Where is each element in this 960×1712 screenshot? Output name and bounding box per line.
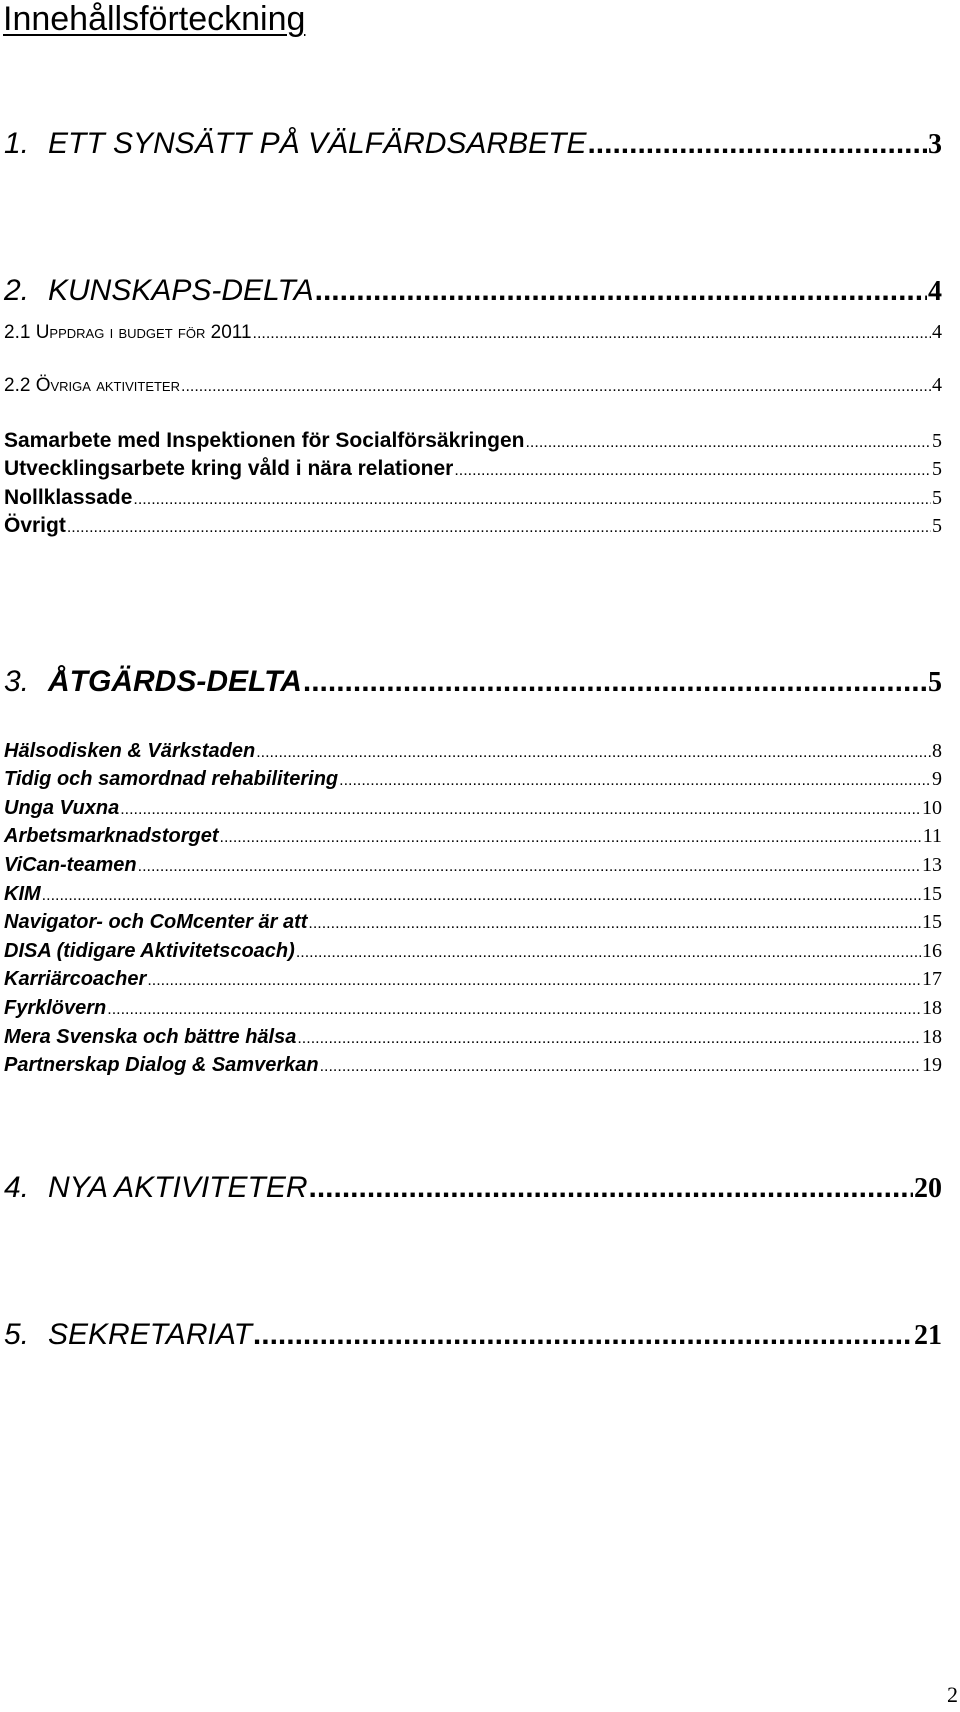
toc-entry-label: Samarbete med Inspektionen för Socialförsäkringen — [4, 429, 525, 452]
toc-entry-utvecklingsarbete[interactable] — [4, 456, 942, 484]
toc-entry-disa[interactable] — [4, 939, 942, 965]
toc-entry-page: 4 — [928, 276, 942, 307]
toc-entry-label: 1. ETT SYNSÄTT PÅ VÄLFÄRDSARBETE — [4, 127, 587, 160]
toc-entry-label: ViCan-teamen — [4, 854, 137, 876]
toc-entry-label: Nollklassade — [4, 486, 133, 509]
toc-entry-page: 18 — [922, 997, 942, 1019]
toc-entry-chapter-5[interactable] — [4, 1317, 942, 1354]
dot-leader — [253, 1317, 913, 1353]
toc-entry-label: 4. NYA AKTIVITETER — [4, 1171, 308, 1204]
toc-entry-chapter-4[interactable] — [4, 1170, 942, 1207]
toc-entry-page: 15 — [922, 883, 942, 905]
toc-entry-page: 8 — [932, 740, 942, 762]
toc-entry-page: 3 — [928, 129, 942, 160]
toc-entry-chapter-2[interactable] — [4, 273, 942, 310]
toc-entry-karriarcoacher[interactable] — [4, 967, 942, 993]
toc-entry-chapter-3[interactable] — [4, 664, 942, 701]
dot-leader — [120, 797, 921, 822]
toc-entry-page: 18 — [922, 1026, 942, 1048]
toc-entry-page: 9 — [932, 768, 942, 790]
dot-leader — [303, 664, 927, 700]
dot-leader — [339, 768, 931, 793]
dot-leader — [309, 1170, 914, 1206]
toc-entry-nollklassade[interactable] — [4, 485, 942, 513]
dot-leader — [133, 487, 931, 513]
toc-entry-page: 15 — [922, 911, 942, 933]
toc-entry-arbetsmarknadstorget[interactable] — [4, 824, 942, 850]
toc-entry-label: Unga Vuxna — [4, 797, 120, 819]
toc-entry-section-2-2[interactable] — [4, 373, 942, 399]
toc-entry-samarbete[interactable] — [4, 428, 942, 456]
toc-entry-page: 5 — [932, 458, 942, 480]
toc-entry-mera-svenska[interactable] — [4, 1025, 942, 1051]
dot-leader — [42, 883, 921, 908]
toc-entry-unga-vuxna[interactable] — [4, 796, 942, 822]
dot-leader — [454, 458, 931, 484]
page-number: 2 — [947, 1682, 958, 1707]
toc-entry-page: 17 — [922, 968, 942, 990]
toc-entry-page: 19 — [922, 1054, 942, 1076]
toc-entry-label: KIM — [4, 883, 41, 905]
toc-entry-navigator[interactable] — [4, 910, 942, 936]
toc-entry-page: 21 — [914, 1320, 942, 1351]
toc-entry-label: 5. SEKRETARIAT — [4, 1318, 252, 1351]
toc-entry-label: Arbetsmarknadstorget — [4, 825, 219, 847]
toc-entry-label: 2.1 Uppdrag i budget för 2011 — [4, 322, 252, 343]
dot-leader — [107, 997, 921, 1022]
toc-entry-chapter-1[interactable] — [4, 126, 942, 163]
toc-entry-vican-teamen[interactable] — [4, 853, 942, 879]
dot-leader — [220, 825, 922, 850]
toc-entry-page: 10 — [922, 797, 942, 819]
dot-leader — [181, 375, 931, 399]
toc-entry-kim[interactable] — [4, 882, 942, 908]
dot-leader — [138, 854, 921, 879]
toc-entry-page: 13 — [922, 854, 942, 876]
toc-entry-ovrigt[interactable] — [4, 513, 942, 541]
dot-leader — [315, 273, 927, 309]
toc-entry-label: Mera Svenska och bättre hälsa — [4, 1026, 297, 1048]
toc-entry-label: Fyrklövern — [4, 997, 107, 1019]
toc-entry-fyrklovern[interactable] — [4, 996, 942, 1022]
toc-entry-page: 5 — [928, 667, 942, 698]
toc-entry-label: DISA (tidigare Aktivitetscoach) — [4, 940, 295, 962]
dot-leader — [147, 968, 921, 993]
dot-leader — [525, 430, 931, 456]
toc-entry-page: 5 — [932, 487, 942, 509]
toc-entry-partnerskap[interactable] — [4, 1053, 942, 1079]
toc-entry-label: Partnerskap Dialog & Samverkan — [4, 1054, 319, 1076]
toc-entry-page: 11 — [922, 825, 942, 847]
toc-entry-label: 3. ÅTGÄRDS-DELTA — [4, 665, 302, 698]
toc-entry-label: Tidig och samordnad rehabilitering — [4, 768, 339, 790]
dot-leader — [320, 1054, 921, 1079]
toc-entry-label: Karriärcoacher — [4, 968, 147, 990]
toc-entry-label: Övrigt — [4, 514, 66, 537]
dot-leader — [256, 740, 931, 765]
toc-entry-section-2-1[interactable] — [4, 320, 942, 346]
toc-entry-label: Utvecklingsarbete kring våld i nära relationer — [4, 457, 454, 480]
toc-entry-page: 5 — [932, 430, 942, 452]
toc-entry-page: 5 — [932, 515, 942, 537]
toc-entry-label: 2.2 Övriga aktiviteter — [4, 375, 180, 396]
toc-entry-page: 20 — [914, 1173, 942, 1204]
toc-entry-page: 4 — [932, 374, 942, 396]
toc-entry-tidig-rehabilitering[interactable] — [4, 767, 942, 793]
toc-entry-label: 2. KUNSKAPS-DELTA — [4, 274, 314, 307]
dot-leader — [587, 126, 927, 162]
dot-leader — [308, 911, 921, 936]
toc-entry-page: 16 — [922, 940, 942, 962]
toc-entry-halsodisken[interactable] — [4, 739, 942, 765]
toc-entry-label: Hälsodisken & Värkstaden — [4, 740, 256, 762]
toc-heading: Innehållsförteckning — [3, 0, 306, 38]
dot-leader — [297, 1026, 921, 1051]
dot-leader — [296, 940, 921, 965]
toc-entry-page: 4 — [932, 321, 942, 343]
dot-leader — [253, 322, 931, 346]
toc-entry-label: Navigator- och CoMcenter är att — [4, 911, 308, 933]
dot-leader — [67, 515, 931, 541]
